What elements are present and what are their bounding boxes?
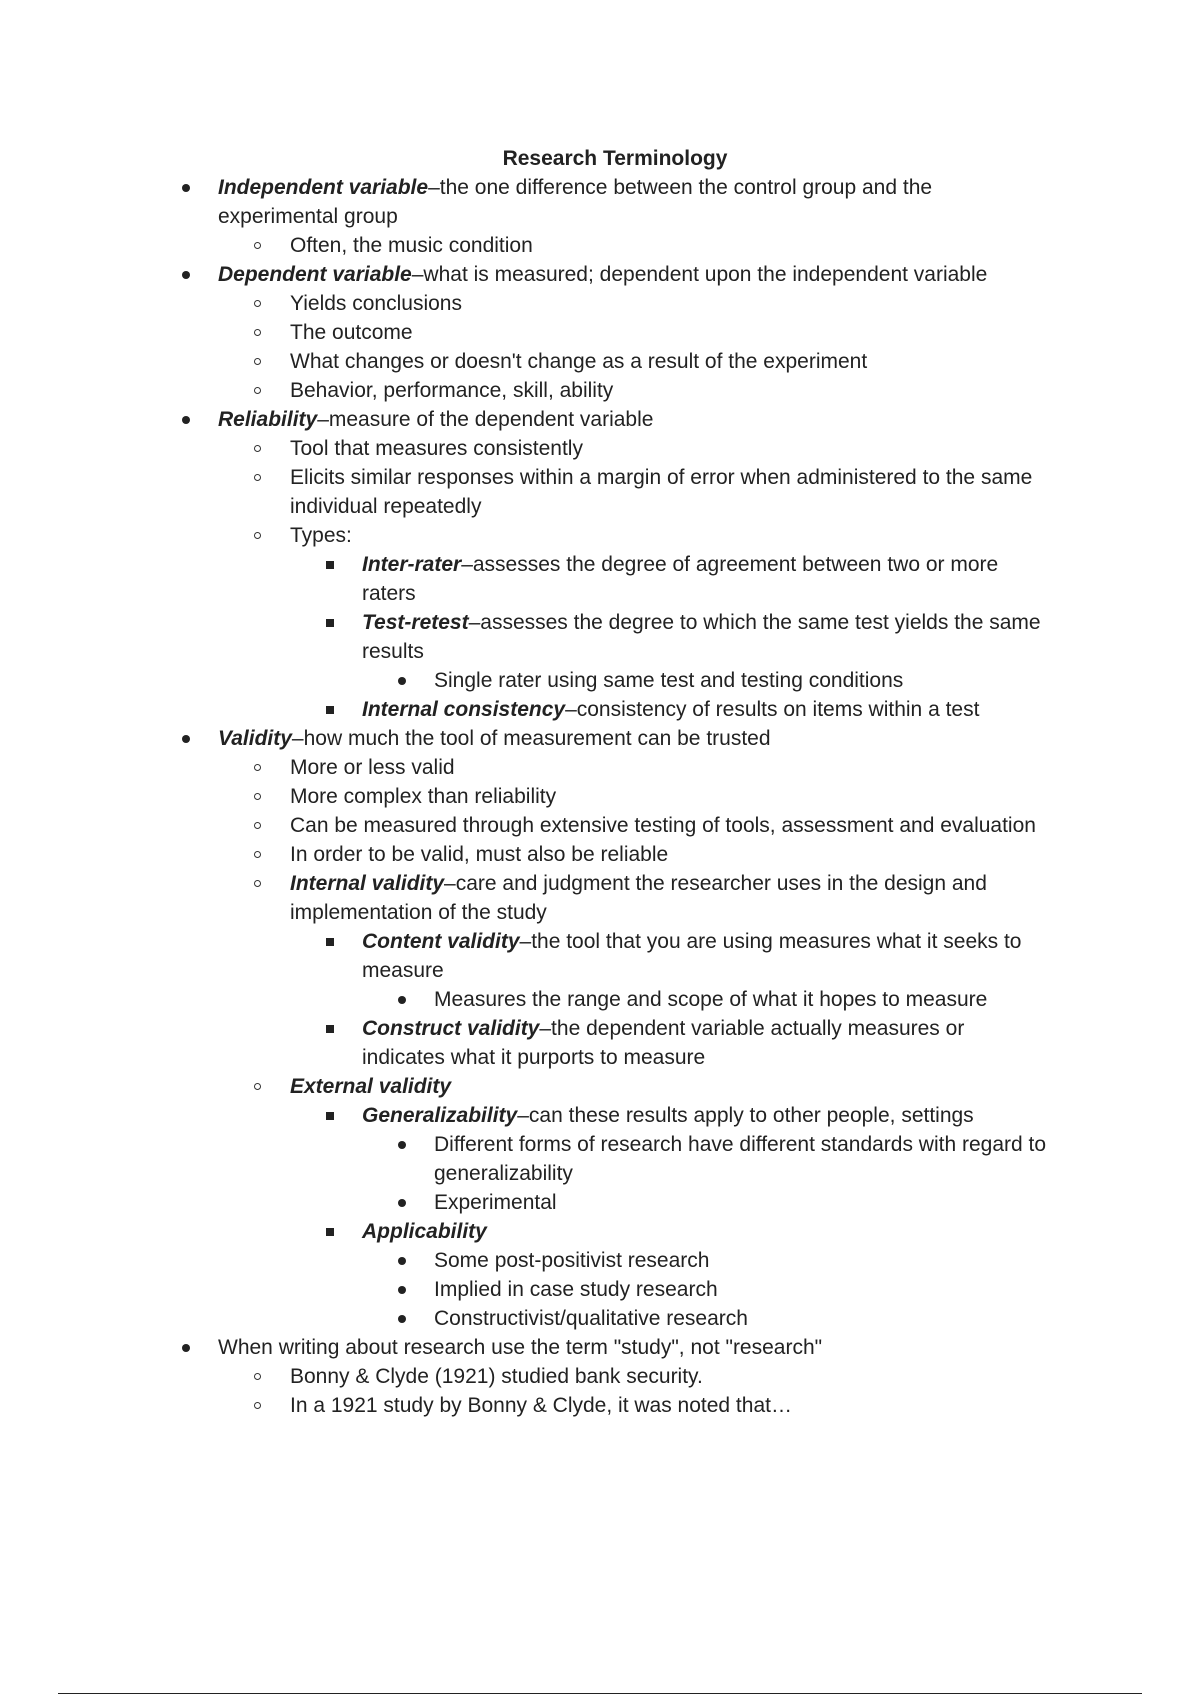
definition: –the dependent variable actually measures or bbox=[539, 1017, 965, 1040]
bullet-circle-icon bbox=[254, 851, 261, 858]
list-item bbox=[0, 1304, 1200, 1333]
list-item bbox=[0, 1101, 1200, 1130]
term: Generalizability bbox=[362, 1104, 518, 1127]
item-text: Tool that measures consistently bbox=[290, 437, 583, 460]
bullet-disc-icon bbox=[398, 1141, 406, 1149]
definition-continued: raters bbox=[362, 582, 416, 605]
list-item bbox=[0, 463, 1200, 521]
list-item bbox=[0, 260, 1200, 289]
bullet-disc-icon bbox=[398, 1286, 406, 1294]
bullet-circle-icon bbox=[254, 764, 261, 771]
bullet-square-icon bbox=[326, 561, 334, 569]
definition-continued: experimental group bbox=[218, 205, 398, 228]
list-item bbox=[0, 1275, 1200, 1304]
bullet-circle-icon bbox=[254, 880, 261, 887]
item-text: Constructivist/qualitative research bbox=[434, 1307, 748, 1330]
bullet-disc-icon bbox=[182, 271, 190, 279]
definition: –care and judgment the researcher uses in the design and bbox=[444, 872, 987, 895]
item-text: In order to be valid, must also be reliable bbox=[290, 843, 669, 866]
definition-continued: results bbox=[362, 640, 424, 663]
bullet-circle-icon bbox=[254, 474, 261, 481]
list-item bbox=[0, 405, 1200, 434]
list-item bbox=[0, 1246, 1200, 1275]
bullet-circle-icon bbox=[254, 532, 261, 539]
term: Inter-rater bbox=[362, 553, 462, 576]
item-text: Different forms of research have different standards with regard to bbox=[434, 1133, 1047, 1156]
list-item bbox=[0, 811, 1200, 840]
term: Construct validity bbox=[362, 1017, 540, 1040]
term: Internal validity bbox=[290, 872, 445, 895]
item-text-continued: individual repeatedly bbox=[290, 495, 482, 518]
term: Applicability bbox=[362, 1220, 487, 1243]
item-text: Implied in case study research bbox=[434, 1278, 718, 1301]
definition: –how much the tool of measurement can be trusted bbox=[291, 727, 771, 750]
bullet-circle-icon bbox=[254, 329, 261, 336]
item-text: Types: bbox=[290, 524, 352, 547]
bullet-circle-icon bbox=[254, 242, 261, 249]
bullet-circle-icon bbox=[254, 1402, 261, 1409]
list-item bbox=[0, 318, 1200, 347]
list-item bbox=[0, 347, 1200, 376]
definition: –assesses the degree to which the same test yields the same bbox=[468, 611, 1041, 634]
item-text: Some post-positivist research bbox=[434, 1249, 710, 1272]
item-text: Behavior, performance, skill, ability bbox=[290, 379, 614, 402]
list-item bbox=[0, 608, 1200, 666]
definition: –can these results apply to other people, settings bbox=[517, 1104, 974, 1127]
definition: –the tool that you are using measures what it seeks to bbox=[519, 930, 1022, 953]
bullet-disc-icon bbox=[182, 735, 190, 743]
bullet-disc-icon bbox=[398, 996, 406, 1004]
term: Validity bbox=[218, 727, 292, 750]
list-item bbox=[0, 782, 1200, 811]
definition-continued: indicates what it purports to measure bbox=[362, 1046, 706, 1069]
term: External validity bbox=[290, 1075, 452, 1098]
item-text: Bonny & Clyde (1921) studied bank security. bbox=[290, 1365, 703, 1388]
item-text: Single rater using same test and testing conditions bbox=[434, 669, 904, 692]
list-item bbox=[0, 289, 1200, 318]
term: Content validity bbox=[362, 930, 520, 953]
bullet-square-icon bbox=[326, 1112, 334, 1120]
list-item bbox=[0, 550, 1200, 608]
list-item bbox=[0, 521, 1200, 550]
list-item bbox=[0, 840, 1200, 869]
definition: –what is measured; dependent upon the independent variable bbox=[411, 263, 988, 286]
page-bottom-rule bbox=[58, 1693, 1142, 1694]
bullet-disc-icon bbox=[398, 1199, 406, 1207]
terminology-list bbox=[0, 173, 1200, 1420]
list-item bbox=[0, 753, 1200, 782]
list-item bbox=[0, 434, 1200, 463]
term: Reliability bbox=[218, 408, 318, 431]
bullet-circle-icon bbox=[254, 358, 261, 365]
item-text-continued: generalizability bbox=[434, 1162, 573, 1185]
item-text: Elicits similar responses within a margin of error when administered to the same bbox=[290, 466, 1033, 489]
bullet-square-icon bbox=[326, 1025, 334, 1033]
definition: –measure of the dependent variable bbox=[317, 408, 654, 431]
item-text: In a 1921 study by Bonny & Clyde, it was noted that… bbox=[290, 1394, 792, 1417]
bullet-circle-icon bbox=[254, 387, 261, 394]
bullet-circle-icon bbox=[254, 1083, 261, 1090]
term: Independent variable bbox=[218, 176, 429, 199]
term: Internal consistency bbox=[362, 698, 566, 721]
list-item bbox=[0, 376, 1200, 405]
bullet-disc-icon bbox=[398, 677, 406, 685]
item-text: Often, the music condition bbox=[290, 234, 533, 257]
item-text: Yields conclusions bbox=[290, 292, 462, 315]
item-text: More complex than reliability bbox=[290, 785, 557, 808]
bullet-disc-icon bbox=[182, 184, 190, 192]
item-text: Experimental bbox=[434, 1191, 557, 1214]
bullet-circle-icon bbox=[254, 822, 261, 829]
bullet-disc-icon bbox=[398, 1315, 406, 1323]
list-item bbox=[0, 1130, 1200, 1188]
list-item bbox=[0, 1014, 1200, 1072]
bullet-square-icon bbox=[326, 706, 334, 714]
list-item bbox=[0, 666, 1200, 695]
definition-continued: implementation of the study bbox=[290, 901, 547, 924]
bullet-circle-icon bbox=[254, 445, 261, 452]
list-item bbox=[0, 173, 1200, 231]
definition: –the one difference between the control group and the bbox=[428, 176, 933, 199]
item-text: Measures the range and scope of what it hopes to measure bbox=[434, 988, 988, 1011]
definition: –consistency of results on items within a test bbox=[565, 698, 980, 721]
list-item bbox=[0, 927, 1200, 985]
list-item bbox=[0, 1391, 1200, 1420]
item-text: The outcome bbox=[290, 321, 413, 344]
item-text: What changes or doesn't change as a result of the experiment bbox=[290, 350, 868, 373]
list-item bbox=[0, 1333, 1200, 1362]
list-item bbox=[0, 985, 1200, 1014]
list-item bbox=[0, 724, 1200, 753]
term: Dependent variable bbox=[218, 263, 412, 286]
bullet-circle-icon bbox=[254, 1373, 261, 1380]
term: Test-retest bbox=[362, 611, 469, 634]
bullet-circle-icon bbox=[254, 793, 261, 800]
list-item bbox=[0, 695, 1200, 724]
bullet-square-icon bbox=[326, 1228, 334, 1236]
bullet-disc-icon bbox=[398, 1257, 406, 1265]
document-title: Research Terminology bbox=[502, 147, 728, 170]
bullet-disc-icon bbox=[182, 416, 190, 424]
list-item bbox=[0, 1188, 1200, 1217]
bullet-circle-icon bbox=[254, 300, 261, 307]
list-item bbox=[0, 1362, 1200, 1391]
definition-continued: measure bbox=[362, 959, 444, 982]
definition: –assesses the degree of agreement between two or more bbox=[461, 553, 999, 576]
bullet-square-icon bbox=[326, 619, 334, 627]
bullet-disc-icon bbox=[182, 1344, 190, 1352]
item-text: When writing about research use the term "study", not "research" bbox=[218, 1336, 823, 1359]
list-item bbox=[0, 231, 1200, 260]
list-item bbox=[0, 1217, 1200, 1246]
item-text: Can be measured through extensive testing of tools, assessment and evaluation bbox=[290, 814, 1036, 837]
list-item bbox=[0, 1072, 1200, 1101]
list-item bbox=[0, 869, 1200, 927]
item-text: More or less valid bbox=[290, 756, 455, 779]
bullet-square-icon bbox=[326, 938, 334, 946]
